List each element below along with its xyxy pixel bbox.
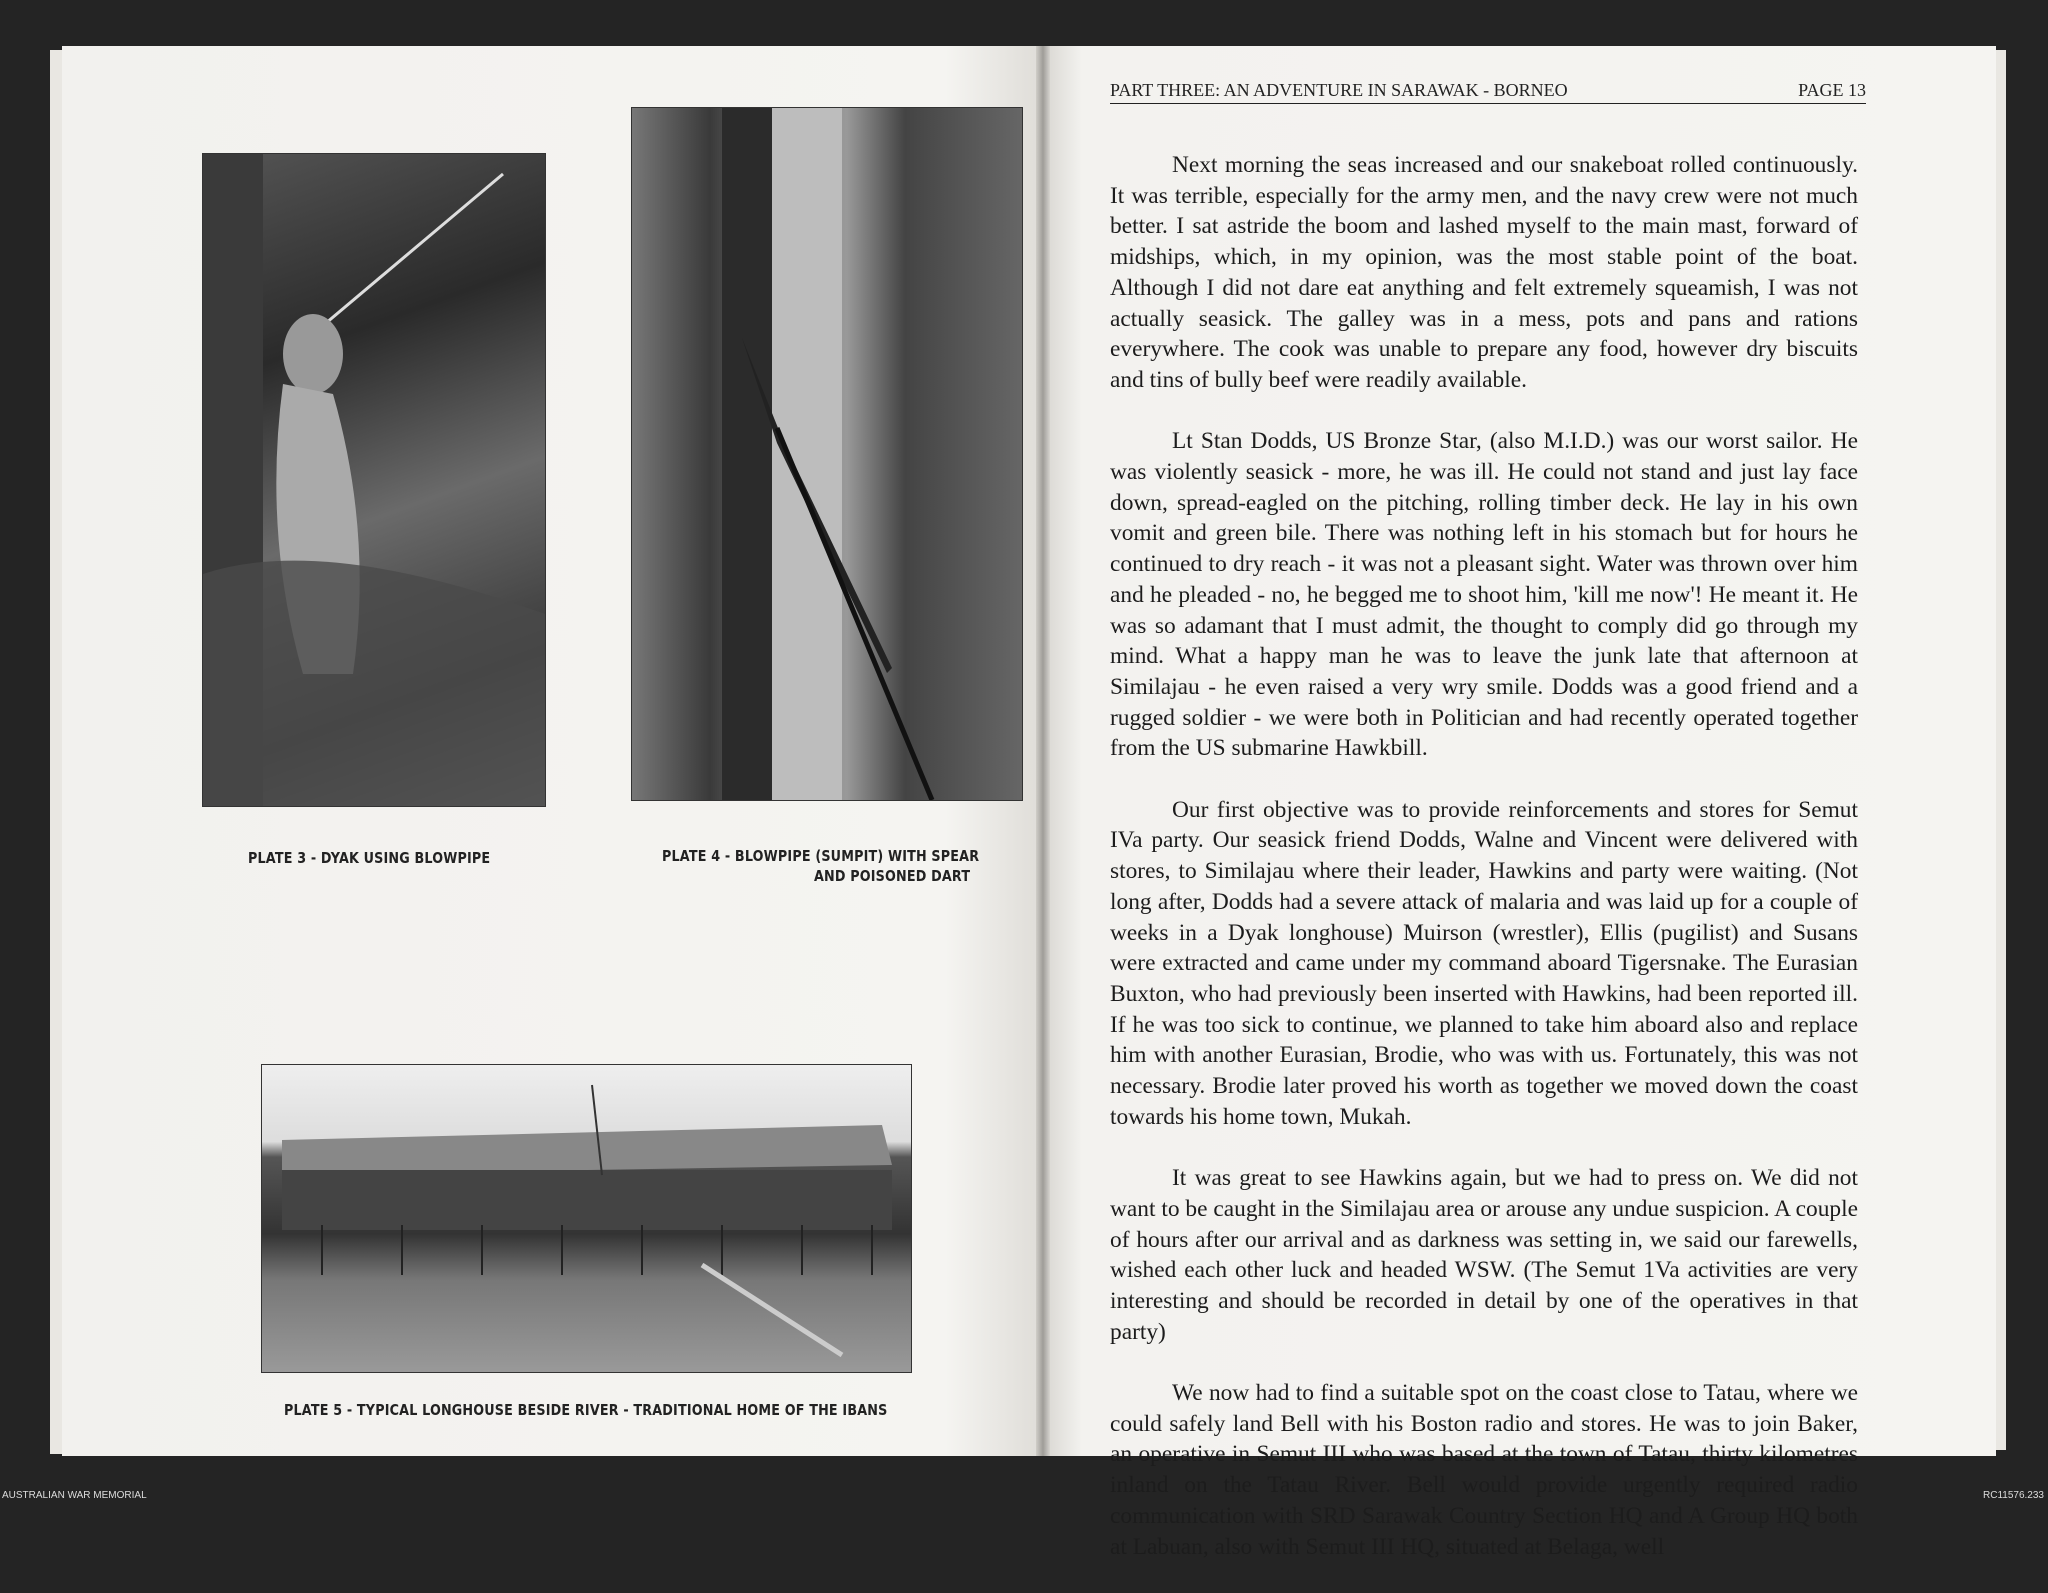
plate-4-caption-line1: PLATE 4 - BLOWPIPE (SUMPIT) WITH SPEAR (662, 847, 980, 865)
blowpipe-spear-image (632, 108, 1022, 800)
book-gutter (1036, 46, 1050, 1456)
paragraph: Next morning the seas increased and our snakeboat rolled continuously. It was terrible, especially for the army men, and the navy crew were not much better. I sat astride the boom and lashed myself to the main mast, forward of midships, which, in my opinion, was the most stable point of the boat. Although I did not dare eat anything and felt extremely squeamish, I was not actually seasick. The galley was in a mess, pots and pans and rations everywhere. The cook was unable to prepare any food, however dry biscuits and tins of bully beef were readily available. (1110, 152, 1858, 393)
plate-5-caption: PLATE 5 - TYPICAL LONGHOUSE BESIDE RIVER - TRADITIONAL HOME OF THE IBANS (284, 1401, 888, 1419)
paragraph: We now had to find a suitable spot on the coast close to Tatau, where we could safely land Bell with his Boston radio and stores. He was to join Baker, an operative in Semut III who was based at the town of Tatau, thirty kilometres inland on the Tatau River. Bell would provide urgently required radio communication with SRD Sarawak Country Section HQ and A Group HQ both at Labuan, also with Semut III HQ, situated at Belaga, well (1110, 1380, 1858, 1560)
plate-3-caption: PLATE 3 - DYAK USING BLOWPIPE (248, 849, 491, 867)
paragraph: Our first objective was to provide reinforcements and stores for Semut IVa party. Our seasick friend Dodds, Walne and Vincent were delivered with stores, to Similajau where their leader, Hawkins and party were waiting. (Not long after, Dodds had a severe attack of malaria and was laid up for a couple of weeks in a Dyak longhouse) Muirson (wrestler), Ellis (pugilist) and Susans were extracted and came under my command aboard Tigersnake. The Eurasian Buxton, who had previously been inserted with Hawkins, had been reported ill. If he was too sick to continue, we planned to take him aboard also and replace him with another Eurasian, Brodie, who was with us. Fortunately, this was not necessary. Brodie later proved his worth as together we moved down the coast towards his home town, Mukah. (1110, 796, 1858, 1130)
plate-3-photo (202, 153, 546, 807)
body-text (1110, 150, 1858, 1593)
dyak-figure-image (203, 154, 545, 806)
plate-4-photo (631, 107, 1023, 801)
page-number: PAGE 13 (1798, 80, 1866, 100)
plate-4-caption-line2: AND POISONED DART (814, 867, 971, 885)
paragraph: Lt Stan Dodds, US Bronze Star, (also M.I.D.) was our worst sailor. He was violently seasick - more, he was ill. He could not stand and just lay face down, spread-eagled on the pitching, rolling timber deck. He lay in his own vomit and green bile. There was nothing left in his stomach but for hours he continued to dry reach - it was not a pleasant sight. Water was thrown over him and he pleaded - no, he begged me to shoot him, 'kill me now'! He meant it. He was so adamant that I must admit, the thought to comply did go through my mind. What a happy man he was to leave the junk late that afternoon at Similajau - he even raised a very wry smile. Dodds was a good friend and a rugged soldier - we were both in Politician and had recently operated together from the US submarine Hawkbill. (1110, 428, 1858, 762)
header-title: PART THREE: AN ADVENTURE IN SARAWAK - BORNEO (1110, 80, 1568, 100)
archive-reference: RC11576.233 (1983, 1490, 2044, 1501)
paragraph: It was great to see Hawkins again, but we had to press on. We did not want to be caught in the Similajau area or arouse any undue suspicion. A couple of hours after our arrival and as darkness was setting in, we said our farewells, wished each other luck and headed WSW. (The Semut 1Va activities are very interesting and should be recorded in detail by one of the operatives in that party) (1110, 1165, 1858, 1345)
running-header (1110, 80, 1866, 104)
longhouse-image (262, 1065, 911, 1372)
left-page (62, 46, 1044, 1456)
plate-5-photo (261, 1064, 912, 1373)
archive-credit: AUSTRALIAN WAR MEMORIAL (2, 1490, 147, 1501)
